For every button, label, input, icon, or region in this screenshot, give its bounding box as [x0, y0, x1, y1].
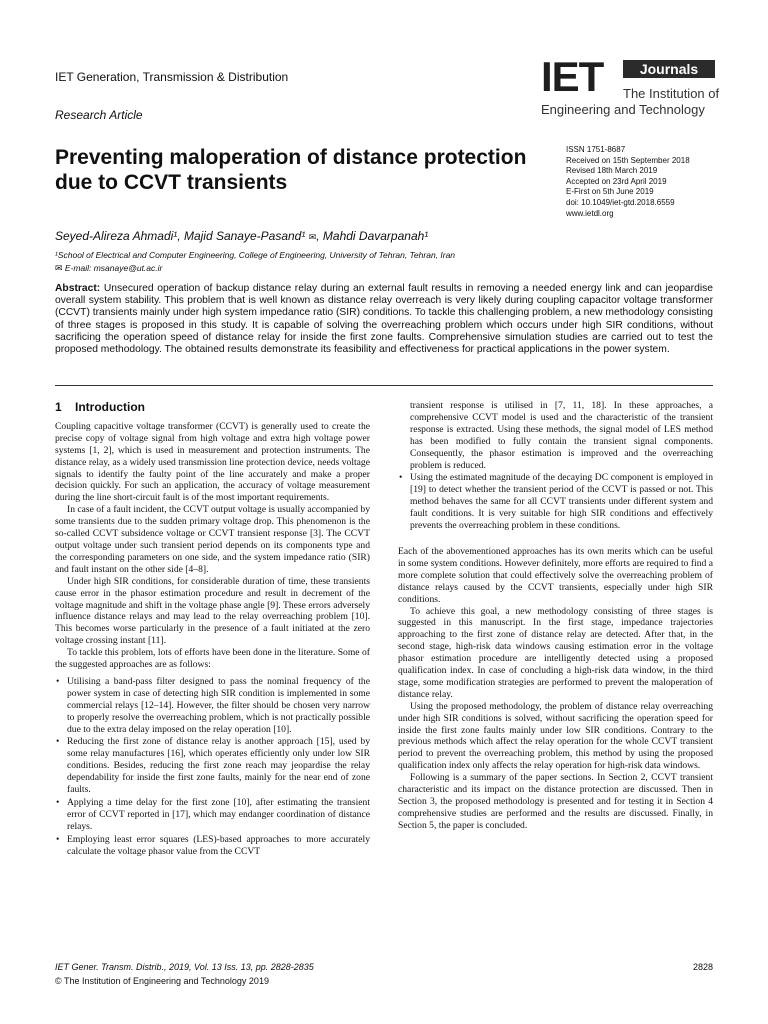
website-link[interactable]: www.ietdl.org — [566, 208, 614, 218]
journal-name: IET Generation, Transmission & Distribution — [55, 70, 289, 84]
logo-mark: IET — [541, 53, 604, 100]
paragraph: Under high SIR conditions, for considerable duration of time, these transients cause error in the phasor estimation procedure and result in decrement of the voltage magnitude and shift in the voltage phase angle [9]. These errors adversely influence distance relays and may lead to the relay overreaching problem [10]. This becomes worse particularly in the presence of a fault initiated at the zero voltage crossing instant [11]. — [55, 575, 370, 647]
corresponding-email — [55, 263, 162, 274]
list-item: • Using the estimated magnitude of the decaying DC component is employed in [19] to detect whether the transient period of the CCVT is passed or not. This method behaves the same for all CCVT transients under different system and fault conditions. It is very suitable for high SIR conditions and effectively prevents the overreaching problem in these conditions. — [398, 472, 713, 532]
affiliation: ¹School of Electrical and Computer Engineering, College of Engineering, University of Tehran, Tehran, Iran — [55, 250, 456, 260]
list-item: • Utilising a band-pass filter designed to pass the nominal frequency of the power system in case of detecting high SIR condition is implemented in some commercial relays [12–14]. However, the filter should be chosen very narrow to properly resolve the overreaching problem, which is not practically possible due to the extra delay imposed on the relay operation [10]. — [55, 676, 370, 736]
abstract-label: Abstract: — [55, 283, 101, 294]
iet-journals-logo — [541, 53, 720, 120]
logo-institution-line1: The Institution of — [623, 86, 720, 101]
article-type: Research Article — [55, 108, 143, 122]
approach-list — [55, 676, 370, 858]
paper-title: Preventing maloperation of distance protection due to CCVT transients — [55, 146, 527, 194]
article-metadata — [566, 145, 726, 219]
right-column — [398, 400, 713, 832]
list-item-continuation: transient response is utilised in [7, 11, 18]. In these approaches, a comprehensive CCVT model is used and the characteristic of the transient response is extracted. Using these methods, the signal model of LES method has been modified to fully contain the transient signal components. Consequently, the phasor estimation is improved and the overreaching problem is reduced. — [410, 400, 713, 471]
logo-institution-line2: Engineering and Technology — [541, 102, 705, 117]
list-item: • Employing least error squares (LES)-based approaches to more accurately calculate the voltage phasor value from the CCVT — [55, 834, 370, 858]
envelope-icon: ✉ — [55, 263, 63, 273]
abstract-text: Unsecured operation of backup distance relay during an external fault results in removing a needed energy link and can jeopardise overall system stability. This problem that is well known as distance relay overreach is very likely during coupling capacitor voltage transformer (CCVT) transients mainly under high system impedance ratio (SIR) conditions. To tackle this challenging problem, a new methodology consisting of three stages is proposed in this study. It is capable of solving the overreaching problem which occurs under high SIR conditions, without sacrificing the operation speed of distance relay for inside the first zone faults. Comprehensive simulation studies are carried out to test the proposed methodology. The obtained results demonstrate its feasibility and effectiveness for practical applications in the power system. — [55, 283, 713, 356]
paragraph: Following is a summary of the paper sections. In Section 2, CCVT transient characteristic and its impact on the distance protection are discussed. Then in Section 3, the proposed methodology is presented and for testing it in Section 4 comprehensive studies are performed and the results are discussed. Finally, in Section 5, the paper is concluded. — [398, 772, 713, 831]
accepted-date: Accepted on 23rd April 2019 — [566, 176, 667, 186]
paragraph: To achieve this goal, a new methodology consisting of three stages is suggested in this manuscript. In the first stage, impedance trajectories approaching to the first zone of distance relay are detected. After that, in the second stage, high-risk data windows causing estimation error in the voltage phasor estimation procedure are intelligently detected using a proposed qualification index. In case of concluding a high-risk data window, in the third stage, some modification strategies are performed to prevent the maloperation of distance relay. — [398, 605, 713, 700]
efirst-date: E-First on 5th June 2019 — [566, 187, 654, 197]
approach-list-continued — [398, 472, 713, 532]
left-column — [55, 400, 370, 859]
issn: ISSN 1751-8687 — [566, 145, 626, 154]
author-names: Seyed-Alireza Ahmadi¹, Majid Sanaye-Pasand¹ — [55, 229, 306, 243]
section-number: 1 — [55, 400, 62, 414]
paragraph: To tackle this problem, lots of efforts have been done in the literature. Some of the suggested approaches are as follows: — [55, 647, 370, 671]
paragraph: Using the proposed methodology, the problem of distance relay overreaching under high SIR conditions is solved, without sacrificing the operation speed for inside the first zone faults mainly under low SIR conditions. Contrary to the previous methods which affect the relay operation for the whole CCVT transient period to prevent the overreaching problem, this method by using the proposed qualification index only affects the relay operation for high-risk data windows. — [398, 700, 713, 772]
footer-copyright: © The Institution of Engineering and Technology 2019 — [55, 976, 269, 986]
author-list — [55, 229, 428, 243]
author-last: , Mahdi Davarpanah¹ — [316, 229, 429, 243]
footer-citation: IET Gener. Transm. Distrib., 2019, Vol. 13 Iss. 13, pp. 2828-2835 — [55, 962, 314, 972]
received-date: Received on 15th September 2018 — [566, 155, 690, 165]
paragraph: Each of the abovementioned approaches has its own merits which can be useful in some system conditions. However definitely, more efforts are required to find a more complete solution that could effectively solve the overreaching problem of distance relays caused by the CCVT transients, especially under high SIR conditions. — [398, 545, 713, 605]
paragraph: In case of a fault incident, the CCVT output voltage is usually accompanied by some transients due to the sudden primary voltage drop. This phenomenon is the so-called CCVT subsidence voltage or CCVT transient response [3]. The CCVT output voltage under such transient period depends on its components type and the corresponding parameters on one side, and the system impedance ratio (SIR) and fault instant on the other side [4–8]. — [55, 504, 371, 575]
logo-journals-badge: Journals — [623, 60, 715, 78]
list-item: • Applying a time delay for the first zone [10], after estimating the transient error of CCVT reported in [17], which may endanger coordination of distance relays. — [55, 797, 370, 833]
section-heading — [55, 402, 370, 414]
doi[interactable]: doi: 10.1049/iet-gtd.2018.6559 — [566, 197, 675, 207]
email-text[interactable]: E-mail: msanaye@ut.ac.ir — [64, 263, 163, 273]
page-number: 2828 — [692, 962, 713, 972]
list-item: • Reducing the first zone of distance relay is another approach [15], used by some relay manufactures [16], which operates efficiently only under low SIR conditions. Besides, reducing the first zone reach may jeopardise the relay dependability for inside the first zone faults, mainly for the near end of zone faults. — [55, 736, 370, 796]
revised-date: Revised 18th March 2019 — [566, 166, 658, 176]
paragraph: Coupling capacitive voltage transformer (CCVT) is generally used to create the precise copy of voltage signal from high voltage and extra high voltage power systems [1, 2], which is used in measurement and protection instruments. The distance relay, as a widely used transmission line protection device, needs voltage signals to identify the faulty point of the line accurately and make a proper decision quickly. For such an application, the accuracy of voltage measurement during the line short-circuit fault is of the most important requirements. — [55, 420, 370, 504]
section-title: Introduction — [75, 400, 145, 414]
header-divider — [55, 385, 713, 386]
envelope-icon: ✉ — [308, 232, 317, 242]
abstract — [55, 283, 713, 356]
